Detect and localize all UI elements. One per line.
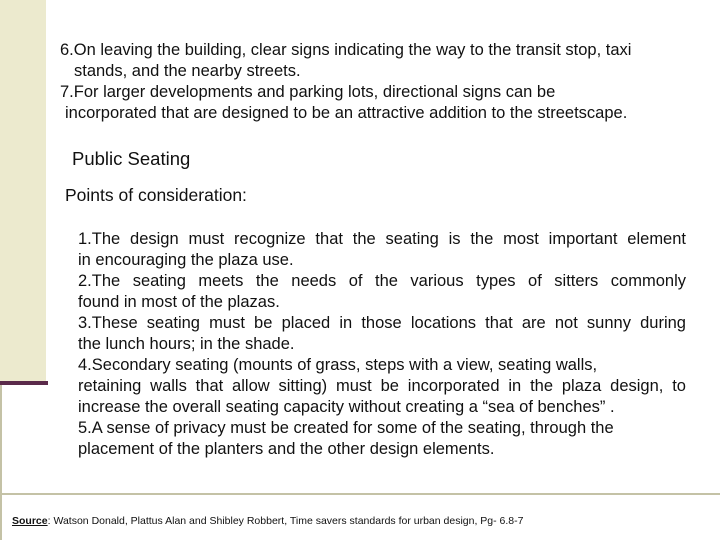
point-line: the lunch hours; in the shade. [78,335,295,353]
left-vertical-rule [0,385,2,540]
source-label: Source [12,515,48,527]
point-line: 2.The seating meets the needs of the various types of sitters commonly [78,272,686,290]
point-line: found in most of the plazas. [78,293,280,311]
section-heading: Public Seating [72,148,191,169]
point-line: retaining walls that allow sitting) must be incorporated in the plaza design, to [78,377,686,395]
point-line: 5.A sense of privacy must be created for some of the seating, through the [78,419,614,437]
point-line: 4.Secondary seating (mounts of grass, steps with a view, seating walls, [78,356,598,374]
intro-text-block [60,40,631,124]
point-line: placement of the planters and the other design elements. [78,440,495,458]
intro-line: stands, and the nearby streets. [74,62,301,80]
points-text-block [78,229,686,460]
source-citation [12,515,523,527]
left-decorative-panel [0,0,46,381]
point-line: 1.The design must recognize that the seating is the most important element [78,230,686,248]
intro-line: 7.For larger developments and parking lots, directional signs can be [60,83,556,101]
source-text: : Watson Donald, Plattus Alan and Shibley Robbert, Time savers standards for urban design, Pg- 6.8-7 [47,515,524,527]
point-line: 3.These seating must be placed in those locations that are not sunny during [78,314,686,332]
intro-line: 6.On leaving the building, clear signs indicating the way to the transit stop, taxi [60,41,632,59]
intro-line: incorporated that are designed to be an attractive addition to the streetscape. [65,104,628,122]
section-subheading: Points of consideration: [65,185,247,205]
footer-horizontal-rule [0,493,720,495]
point-line: in encouraging the plaza use. [78,251,294,269]
point-line: increase the overall seating capacity without creating a “sea of benches” . [78,398,615,416]
left-accent-bar [0,381,48,385]
